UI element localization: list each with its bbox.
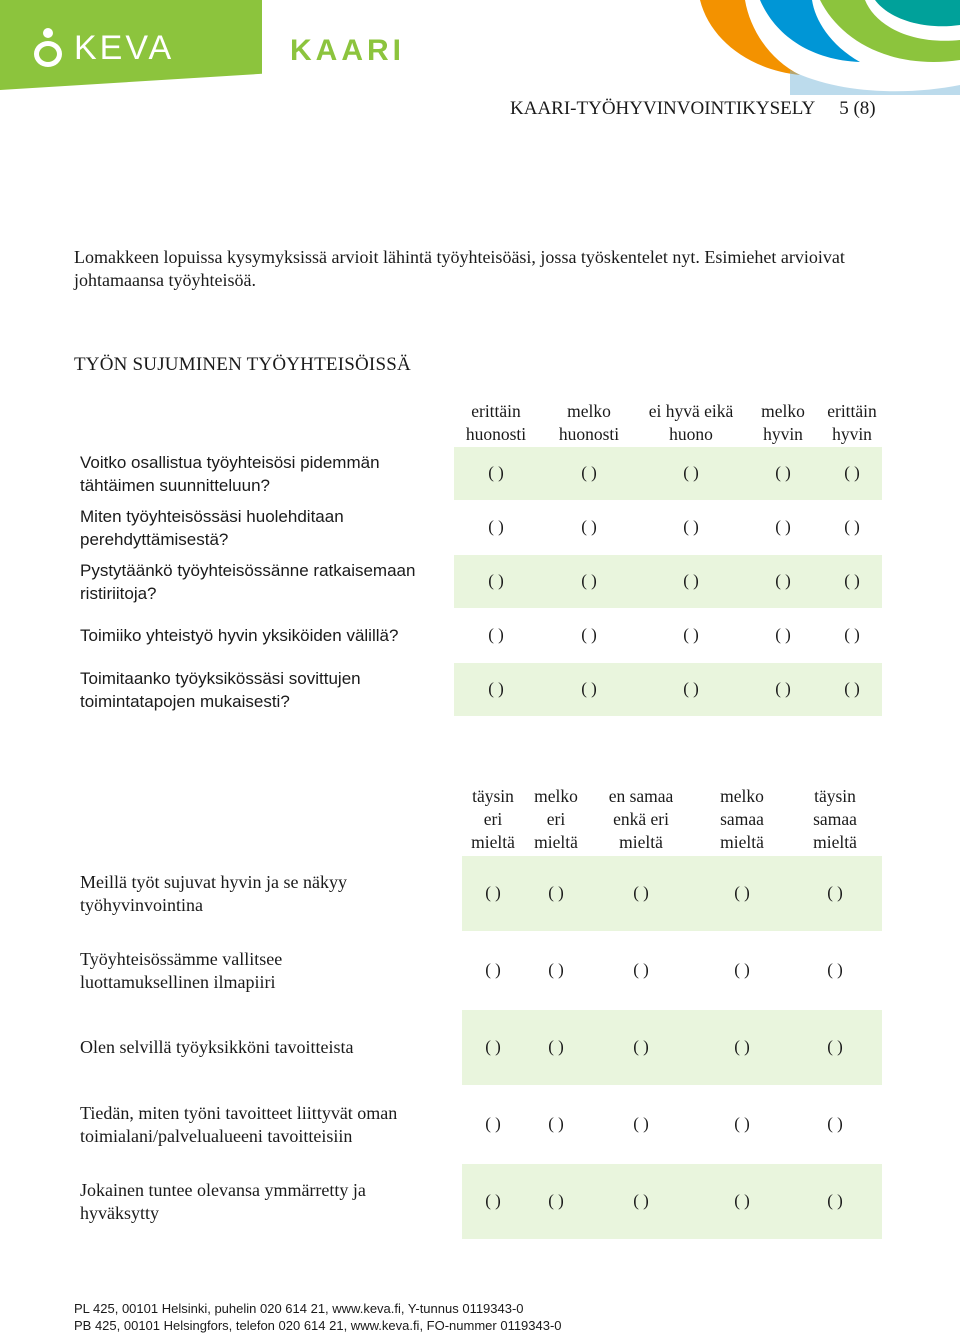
page-number: 5 (8) (839, 98, 876, 119)
keva-logo (32, 26, 174, 70)
footer (74, 1300, 562, 1333)
scale-header-line: erittäin (471, 401, 521, 421)
radio-option[interactable]: ( ) (775, 516, 791, 536)
question-label-line: Toimiiko yhteistyö hyvin yksiköiden välillä? (80, 626, 399, 645)
radio-option[interactable]: ( ) (827, 959, 843, 979)
question-label-line: Miten työyhteisössäsi huolehditaan (80, 506, 344, 526)
question-label-line: Jokainen tuntee olevansa ymmärretty ja (80, 1179, 366, 1200)
radio-option[interactable]: ( ) (633, 959, 649, 979)
question-label (80, 667, 460, 713)
radio-option[interactable]: ( ) (485, 882, 501, 902)
radio-option[interactable]: ( ) (485, 1113, 501, 1133)
radio-option[interactable]: ( ) (548, 882, 564, 902)
radio-option[interactable]: ( ) (485, 959, 501, 979)
question-label (80, 1102, 460, 1148)
scale-header-line: erittäin (827, 401, 877, 421)
radio-option[interactable]: ( ) (775, 624, 791, 644)
radio-option[interactable]: ( ) (581, 624, 597, 644)
scale-header-line: eri (483, 809, 503, 829)
page-header (510, 98, 876, 120)
scale-header-line: huonosti (558, 424, 620, 444)
radio-option[interactable]: ( ) (827, 1190, 843, 1210)
scale-header-line: samaa (813, 809, 857, 829)
question-label-line: hyväksytty (80, 1202, 159, 1223)
radio-option[interactable]: ( ) (633, 882, 649, 902)
scale-header-line: mieltä (619, 832, 663, 852)
radio-option[interactable]: ( ) (485, 1190, 501, 1210)
radio-option[interactable]: ( ) (548, 1036, 564, 1056)
scale-header-line: mieltä (534, 832, 578, 852)
question-label (80, 871, 460, 917)
radio-option[interactable]: ( ) (844, 462, 860, 482)
radio-option[interactable]: ( ) (581, 462, 597, 482)
scale-header (797, 400, 907, 446)
scale-header-line: melko (567, 401, 611, 421)
radio-option[interactable]: ( ) (488, 516, 504, 536)
radio-option[interactable]: ( ) (734, 1113, 750, 1133)
radio-option[interactable]: ( ) (633, 1036, 649, 1056)
question-label-line: toimialani/palvelualueeni tavoitteisiin (80, 1125, 353, 1146)
radio-option[interactable]: ( ) (633, 1190, 649, 1210)
question-label (80, 1179, 460, 1225)
keva-logo-text: KEVA (74, 28, 175, 67)
scale-header-line: en samaa (608, 786, 674, 806)
scale-header-line: mieltä (720, 832, 764, 852)
radio-option[interactable]: ( ) (581, 516, 597, 536)
option-row-band (454, 447, 882, 500)
scale-header-line: melko (534, 786, 578, 806)
question-label-line: Pystytäänkö työyhteisössänne ratkaisemaan (80, 560, 416, 580)
scale-header-line: mieltä (813, 832, 857, 852)
question-label-line: Toimitaanko työyksikössäsi sovittujen (80, 668, 361, 688)
radio-option[interactable]: ( ) (633, 1113, 649, 1133)
footer-line-sv: PB 425, 00101 Helsingfors, telefon 020 614 21, www.keva.fi, FO-nummer 0119343-0 (74, 1318, 562, 1333)
radio-option[interactable]: ( ) (683, 678, 699, 698)
question-label-line: ristiriitoja? (80, 583, 157, 603)
scale-header (591, 785, 691, 854)
decorative-swirl-icon (690, 0, 960, 95)
question-label-line: Meillä työt sujuvat hyvin ja se näkyy (80, 871, 347, 892)
radio-option[interactable]: ( ) (827, 1113, 843, 1133)
scale-header-line: täysin (472, 786, 514, 806)
scale-header-line: samaa (720, 809, 764, 829)
radio-option[interactable]: ( ) (827, 1036, 843, 1056)
scale-header-line: mieltä (471, 832, 515, 852)
radio-option[interactable]: ( ) (488, 462, 504, 482)
question-label (80, 948, 460, 994)
scale-header-line: melko (761, 401, 805, 421)
scale-header (534, 400, 644, 446)
radio-option[interactable]: ( ) (548, 1113, 564, 1133)
radio-option[interactable]: ( ) (734, 882, 750, 902)
radio-option[interactable]: ( ) (734, 959, 750, 979)
question-label-line: Voitko osallistua työyhteisösi pidemmän (80, 452, 380, 472)
kaari-logo-text: KAARI (290, 34, 405, 67)
intro-text: Lomakkeen lopuissa kysymyksissä arvioit lähintä työyhteisöäsi, jossa työskentelet nyt. Esimiehet arvioivat johtamaansa työyhteisöä. (74, 247, 845, 290)
radio-option[interactable]: ( ) (488, 624, 504, 644)
radio-option[interactable]: ( ) (683, 624, 699, 644)
option-row-band (454, 555, 882, 608)
footer-line-fi: PL 425, 00101 Helsinki, puhelin 020 614 21, www.keva.fi, Y-tunnus 0119343-0 (74, 1301, 524, 1316)
header-banner (0, 0, 960, 95)
scale-header-line: ei hyvä eikä (648, 401, 734, 421)
scale-header (785, 785, 885, 854)
radio-option[interactable]: ( ) (775, 570, 791, 590)
question-label (80, 624, 460, 647)
question-label-line: Olen selvillä työyksikköni tavoitteista (80, 1037, 354, 1057)
radio-option[interactable]: ( ) (488, 678, 504, 698)
question-label-line: Tiedän, miten työni tavoitteet liittyvät oman (80, 1102, 398, 1123)
question-label-line: Työyhteisössämme vallitsee (80, 948, 283, 969)
radio-option[interactable]: ( ) (734, 1190, 750, 1210)
scale-header-line: huonosti (465, 424, 527, 444)
scale-header-line: melko (720, 786, 764, 806)
keva-person-icon (32, 28, 64, 68)
radio-option[interactable]: ( ) (844, 678, 860, 698)
radio-option[interactable]: ( ) (548, 1190, 564, 1210)
scale-header (692, 785, 792, 854)
radio-option[interactable]: ( ) (844, 516, 860, 536)
radio-option[interactable]: ( ) (775, 462, 791, 482)
radio-option[interactable]: ( ) (683, 462, 699, 482)
question-label-line: työhyvinvointina (80, 894, 203, 915)
radio-option[interactable]: ( ) (844, 570, 860, 590)
question-label-line: perehdyttämisestä? (80, 529, 229, 549)
scale-header-line: hyvin (832, 424, 872, 444)
radio-option[interactable]: ( ) (827, 882, 843, 902)
section-title: TYÖN SUJUMINEN TYÖYHTEISÖISSÄ (74, 354, 411, 375)
option-row-band (454, 663, 882, 716)
question-label-line: tähtäimen suunnitteluun? (80, 475, 270, 495)
radio-option[interactable]: ( ) (683, 570, 699, 590)
question-label (80, 559, 460, 605)
question-label (80, 1036, 460, 1059)
radio-option[interactable]: ( ) (734, 1036, 750, 1056)
radio-option[interactable]: ( ) (581, 678, 597, 698)
page-title: KAARI-TYÖHYVINVOINTIKYSELY (510, 98, 816, 119)
scale-header-line: hyvin (763, 424, 803, 444)
radio-option[interactable]: ( ) (844, 624, 860, 644)
scale-header-line: enkä eri (613, 809, 669, 829)
radio-option[interactable]: ( ) (775, 678, 791, 698)
radio-option[interactable]: ( ) (581, 570, 597, 590)
scale-header-line: eri (546, 809, 566, 829)
radio-option[interactable]: ( ) (485, 1036, 501, 1056)
question-label (80, 451, 460, 497)
radio-option[interactable]: ( ) (488, 570, 504, 590)
radio-option[interactable]: ( ) (683, 516, 699, 536)
radio-option[interactable]: ( ) (548, 959, 564, 979)
scale-header-line: huono (669, 424, 713, 444)
question-label (80, 505, 460, 551)
question-label-line: toimintatapojen mukaisesti? (80, 691, 290, 711)
scale-header-line: täysin (814, 786, 856, 806)
question-label-line: luottamuksellinen ilmapiiri (80, 971, 276, 992)
